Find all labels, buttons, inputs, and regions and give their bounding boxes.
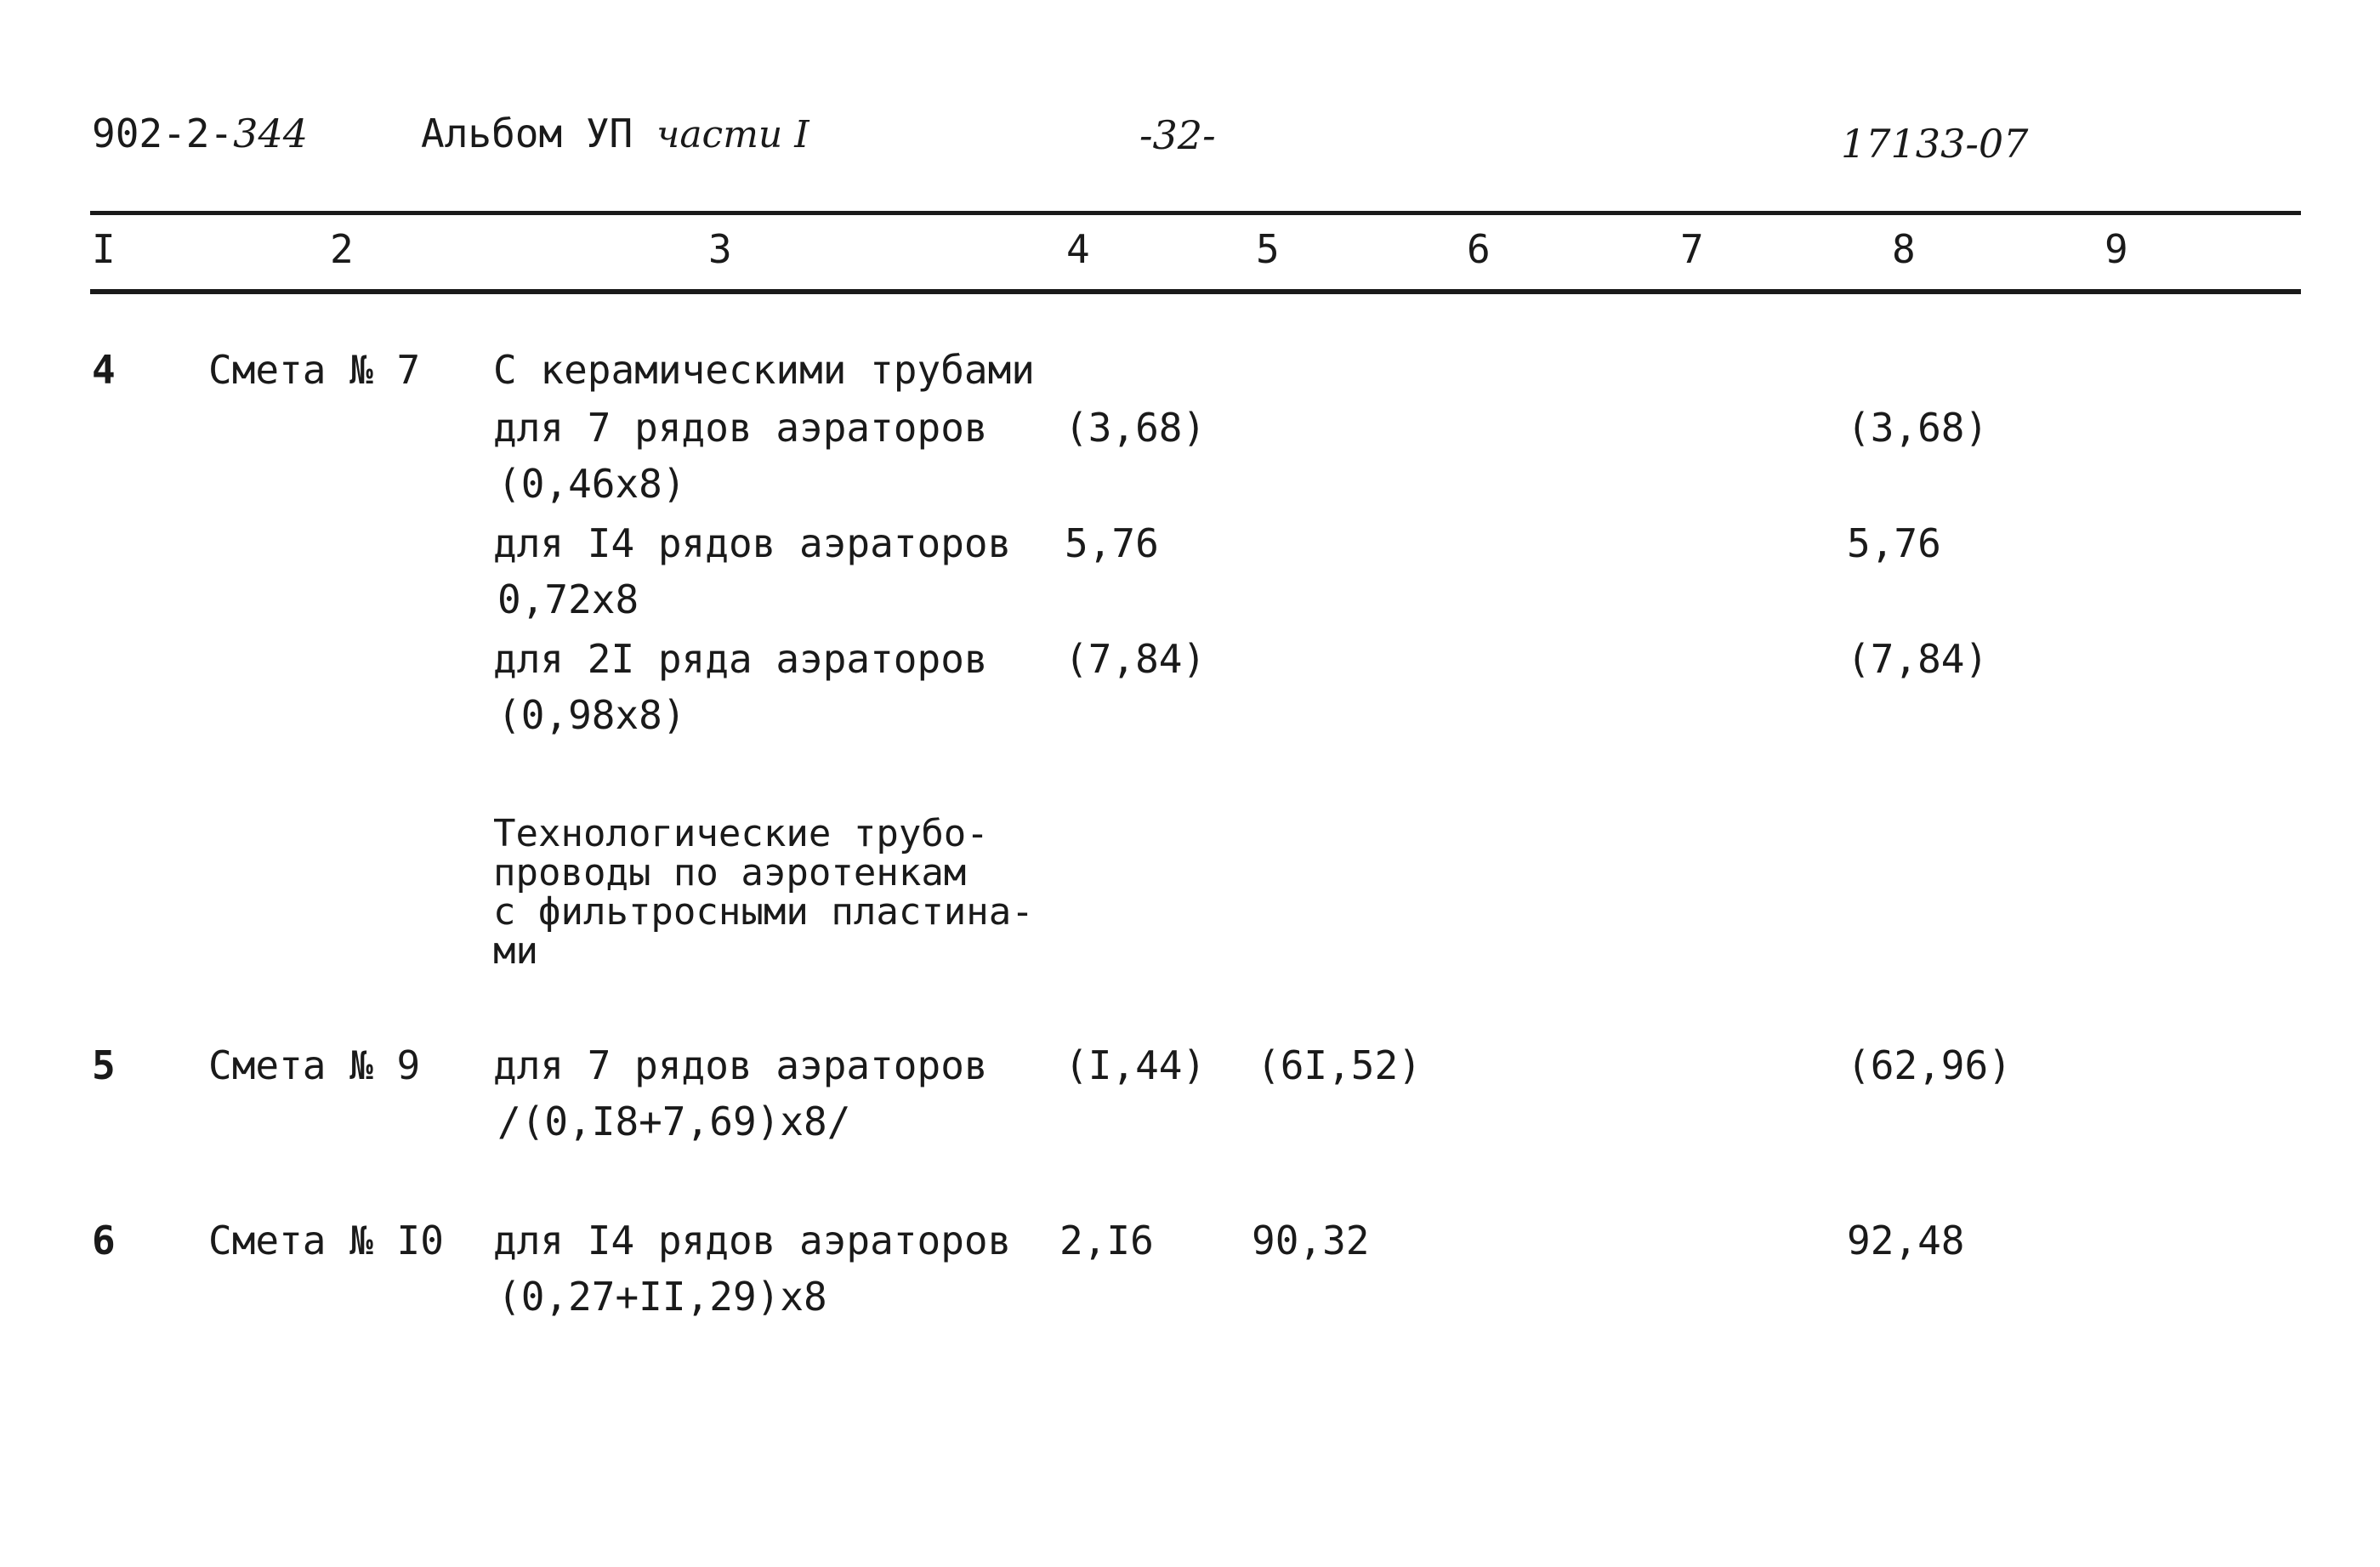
album-printed: Альбом УП bbox=[421, 111, 633, 156]
section-note-line: с фильтросными пластина- bbox=[493, 890, 1034, 934]
row-description: для I4 рядов аэраторов bbox=[493, 520, 1012, 566]
estimate-label: Смета № 9 bbox=[208, 1042, 421, 1088]
row-description: для 2I ряда аэраторов bbox=[493, 636, 988, 682]
table-header-bottom-rule bbox=[90, 289, 2301, 294]
column-header: 7 bbox=[1680, 226, 1704, 272]
column-header: 4 bbox=[1066, 226, 1090, 272]
section-note-line: проводы по аэротенкам bbox=[493, 851, 967, 894]
cell-col8: 5,76 bbox=[1847, 520, 1941, 566]
document-code bbox=[92, 111, 308, 156]
album-label bbox=[421, 111, 809, 156]
row-heading: С керамическими трубами bbox=[493, 347, 1035, 393]
cell-col4: (3,68) bbox=[1065, 405, 1207, 451]
row-number: 6 bbox=[92, 1218, 116, 1263]
column-header: 5 bbox=[1256, 226, 1280, 272]
row-formula: (0,98x8) bbox=[497, 692, 686, 738]
row-description: для 7 рядов аэраторов bbox=[493, 1042, 988, 1088]
cell-col5: 90,32 bbox=[1252, 1218, 1370, 1263]
row-description: для I4 рядов аэраторов bbox=[493, 1218, 1012, 1263]
column-header: 9 bbox=[2105, 226, 2128, 272]
row-description: для 7 рядов аэраторов bbox=[493, 405, 988, 451]
cell-col8: 92,48 bbox=[1847, 1218, 1965, 1263]
column-header: 8 bbox=[1892, 226, 1916, 272]
cell-col5: (6I,52) bbox=[1257, 1042, 1422, 1088]
cell-col4: 2,I6 bbox=[1059, 1218, 1154, 1263]
page-number: -32- bbox=[1139, 112, 1216, 158]
document-code-handwritten: 344 bbox=[233, 111, 308, 156]
table-top-rule bbox=[90, 211, 2301, 215]
cell-col4: 5,76 bbox=[1065, 520, 1159, 566]
cell-col4: (7,84) bbox=[1065, 636, 1207, 682]
row-formula: 0,72x8 bbox=[497, 576, 639, 622]
row-formula: (0,27+II,29)x8 bbox=[497, 1274, 827, 1320]
cell-col8: (3,68) bbox=[1847, 405, 1989, 451]
sheet-code: 17133-07 bbox=[1841, 121, 2029, 167]
row-number: 4 bbox=[92, 347, 116, 393]
column-header: I bbox=[92, 226, 116, 272]
column-header: 2 bbox=[330, 226, 354, 272]
row-formula: (0,46x8) bbox=[497, 461, 686, 507]
column-header: 6 bbox=[1467, 226, 1491, 272]
cell-col8: (62,96) bbox=[1847, 1042, 2012, 1088]
column-header: 3 bbox=[708, 226, 732, 272]
section-note-line: ми bbox=[493, 929, 538, 973]
estimate-label: Смета № I0 bbox=[208, 1218, 444, 1263]
row-number: 5 bbox=[92, 1042, 116, 1088]
section-note-line: Технологические трубо- bbox=[493, 812, 989, 855]
album-handwritten: части I bbox=[656, 113, 809, 156]
row-formula: /(0,I8+7,69)x8/ bbox=[497, 1099, 851, 1144]
cell-col8: (7,84) bbox=[1847, 636, 1989, 682]
estimate-label: Смета № 7 bbox=[208, 347, 421, 393]
document-code-printed: 902-2- bbox=[92, 111, 234, 156]
cell-col4: (I,44) bbox=[1065, 1042, 1207, 1088]
